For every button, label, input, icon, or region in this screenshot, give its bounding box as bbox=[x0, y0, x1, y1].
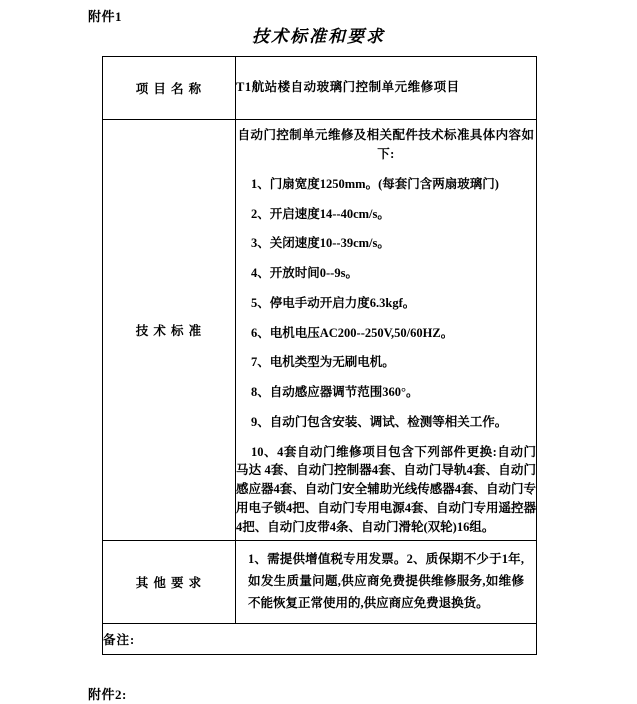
table-row bbox=[103, 624, 537, 655]
spec-heading: 自动门控制单元维修及相关配件技术标准具体内容如下: bbox=[237, 128, 535, 162]
row-value-tech-standard bbox=[236, 120, 537, 541]
row-label-tech-standard: 技 术 标 准 bbox=[103, 120, 236, 541]
spec-item: 2、开启速度14--40cm/s。 bbox=[251, 206, 390, 221]
spec-item: 6、电机电压AC200--250V,50/60HZ。 bbox=[251, 325, 454, 340]
table-row bbox=[103, 120, 537, 541]
row-label-other-requirements: 其 他 要 求 bbox=[103, 541, 236, 624]
spec-item: 9、自动门包含安装、调试、检测等相关工作。 bbox=[251, 414, 508, 429]
row-label-remark: 备注: bbox=[103, 624, 537, 655]
tech-standard-table bbox=[102, 56, 537, 655]
spec-item: 8、自动感应器调节范围360°。 bbox=[251, 385, 419, 399]
page-title: 技术标准和要求 bbox=[252, 27, 385, 46]
spec-item: 5、停电手动开启力度6.3kgf。 bbox=[251, 295, 416, 310]
spec-item: 4、开放时间0--9s。 bbox=[251, 266, 358, 280]
attachment-top-label: 附件1 bbox=[88, 9, 123, 24]
table-row bbox=[103, 541, 537, 624]
table-row bbox=[103, 57, 537, 120]
row-value-other-requirements: 1、需提供增值税专用发票。2、质保期不少于1年,如发生质量问题,供应商免费提供维修服务,如维修不能恢复正常使用的,供应商应免费退换货。 bbox=[236, 541, 537, 624]
row-value-project-name: T1航站楼自动玻璃门控制单元维修项目 bbox=[236, 57, 537, 120]
spec-item: 10、4套自动门维修项目包含下列部件更换:自动门马达 4套、自动门控制器4套、自动门导轨4套、自动门感应器4套、自动门安全辅助光线传感器4套、自动门专用电子锁4把、自动门专用电源4套、自动门专用遥控器4把、自动门皮带4条、自动门滑轮(双轮)16组。 bbox=[236, 444, 537, 534]
spec-item: 1、门扇宽度1250mm。(每套门含两扇玻璃门) bbox=[251, 176, 499, 191]
attachment-bottom-label: 附件2: bbox=[88, 687, 127, 702]
row-label-project-name: 项 目 名 称 bbox=[103, 57, 236, 120]
spec-item: 7、电机类型为无刷电机。 bbox=[251, 355, 395, 370]
spec-item: 3、关闭速度10--39cm/s。 bbox=[251, 236, 390, 251]
